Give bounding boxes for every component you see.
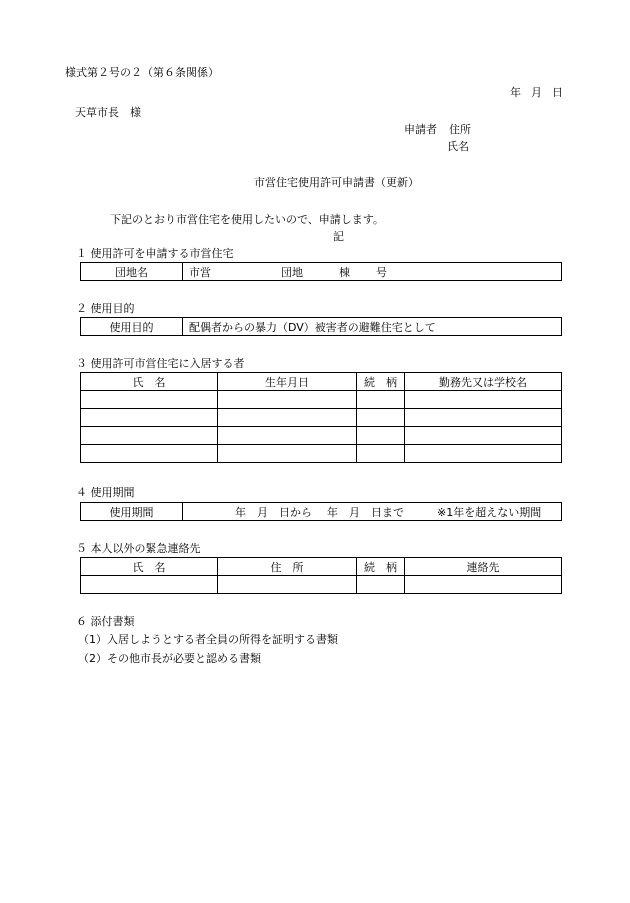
table-cell[interactable] [81, 427, 218, 445]
table-cell[interactable] [357, 576, 405, 594]
table-cell[interactable] [357, 409, 405, 427]
table-row [81, 391, 562, 409]
table-cell[interactable] [218, 576, 357, 594]
period-value-cell[interactable] [183, 503, 562, 521]
housing-tou: 棟 [339, 266, 350, 279]
emergency-col-address: 住 所 [218, 558, 357, 576]
residents-header-row [81, 373, 562, 391]
table-cell[interactable] [218, 409, 357, 427]
emergency-col-contact: 連絡先 [405, 558, 562, 576]
housing-value-cell[interactable] [183, 263, 562, 281]
table-cell[interactable] [81, 391, 218, 409]
table-cell[interactable] [357, 391, 405, 409]
housing-table [80, 262, 562, 281]
table-cell[interactable] [405, 427, 562, 445]
ki-mark: 記 [333, 230, 344, 243]
period-table [80, 502, 562, 521]
section6-heading: ６ 添付書類 [76, 615, 135, 628]
form-number: 様式第２号の２（第６条関係） [65, 66, 219, 79]
applicant-label: 申請者 [404, 123, 437, 136]
emergency-col-relation: 続 柄 [357, 558, 405, 576]
period-to: 年 月 日まで [327, 506, 404, 519]
purpose-table [80, 317, 562, 336]
table-row [81, 445, 562, 463]
table-cell[interactable] [405, 445, 562, 463]
period-label: 使用期間 [81, 503, 183, 521]
table-cell[interactable] [81, 445, 218, 463]
purpose-label: 使用目的 [81, 318, 183, 336]
housing-gou: 号 [376, 266, 387, 279]
table-cell[interactable] [405, 391, 562, 409]
period-note: ※1年を超えない期間 [437, 506, 542, 519]
table-cell[interactable] [81, 409, 218, 427]
table-cell[interactable] [81, 576, 218, 594]
section1-heading: １ 使用許可を申請する市営住宅 [76, 247, 234, 260]
date-month: 月 [531, 86, 542, 99]
emergency-col-name: 氏 名 [81, 558, 218, 576]
emergency-contact-table [80, 557, 562, 594]
residents-col-name: 氏 名 [81, 373, 218, 391]
emergency-header-row [81, 558, 562, 576]
table-cell[interactable] [218, 427, 357, 445]
date-day: 日 [552, 86, 563, 99]
applicant-name-label: 氏名 [447, 140, 469, 153]
table-row [81, 409, 562, 427]
section2-heading: ２ 使用目的 [76, 302, 135, 315]
date-year: 年 [510, 86, 521, 99]
document-title: 市営住宅使用許可申請書（更新） [254, 176, 419, 189]
date-line [510, 84, 563, 100]
housing-label: 団地名 [81, 263, 183, 281]
table-cell[interactable] [357, 445, 405, 463]
table-cell[interactable] [218, 391, 357, 409]
housing-prefix: 市営 [189, 266, 211, 279]
table-cell[interactable] [218, 445, 357, 463]
section4-heading: ４ 使用期間 [76, 486, 135, 499]
table-row [81, 427, 562, 445]
applicant-address-label: 住所 [449, 123, 471, 136]
residents-table [80, 372, 562, 463]
period-from: 年 月 日から [235, 506, 312, 519]
section5-heading: ５ 本人以外の緊急連絡先 [76, 542, 201, 555]
housing-danchi: 団地 [281, 266, 303, 279]
table-cell[interactable] [405, 409, 562, 427]
purpose-value[interactable]: 配偶者からの暴力（DV）被害者の避難住宅として [183, 318, 562, 336]
addressee: 天草市長 様 [75, 106, 141, 119]
intro-text: 下記のとおり市営住宅を使用したいので、申請します。 [110, 213, 384, 226]
table-cell[interactable] [405, 576, 562, 594]
table-row [81, 576, 562, 594]
residents-col-workplace: 勤務先又は学校名 [405, 373, 562, 391]
table-cell[interactable] [357, 427, 405, 445]
residents-col-birthdate: 生年月日 [218, 373, 357, 391]
residents-col-relation: 続 柄 [357, 373, 405, 391]
attachment-item-2: （2）その他市長が必要と認める書類 [78, 652, 261, 665]
attachment-item-1: （1）入居しようとする者全員の所得を証明する書類 [78, 633, 338, 646]
section3-heading: ３ 使用許可市営住宅に入居する者 [76, 357, 245, 370]
